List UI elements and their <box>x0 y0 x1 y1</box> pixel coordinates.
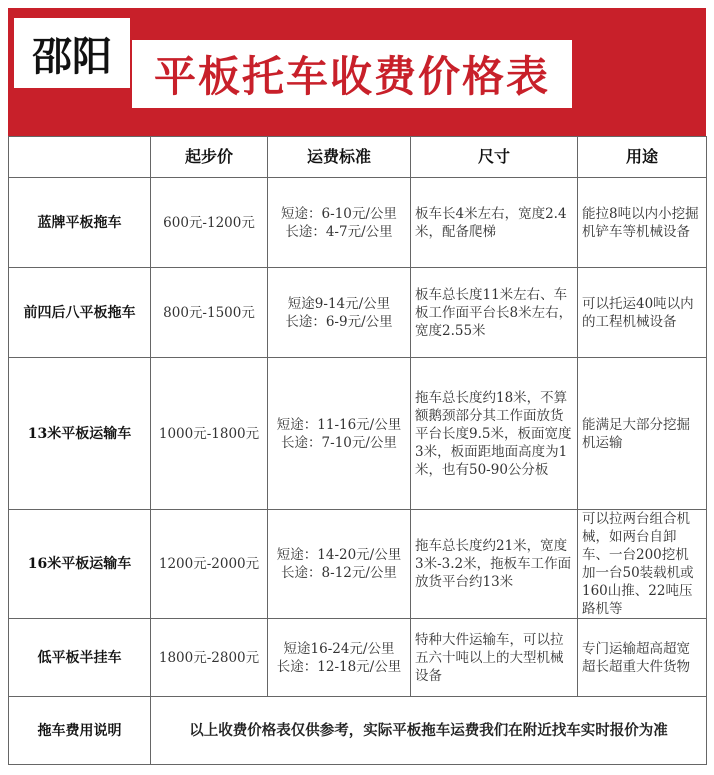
table-row <box>9 358 707 510</box>
rate-short: 短途16-24元/公里 <box>283 640 395 657</box>
start-price: 600元-1200元 <box>151 178 268 268</box>
table-row <box>9 510 707 619</box>
start-price: 1800元-2800元 <box>151 619 268 697</box>
rate-cell <box>268 619 411 697</box>
rate-short: 短途：6-10元/公里 <box>281 205 397 222</box>
table-row <box>9 178 707 268</box>
start-price: 800元-1500元 <box>151 268 268 358</box>
header-row <box>9 137 707 178</box>
vehicle-name: 低平板半挂车 <box>9 619 151 697</box>
rate-short: 短途9-14元/公里 <box>287 295 391 312</box>
vehicle-name: 16米平板运输车 <box>9 510 151 619</box>
header-cell-start-price: 起步价 <box>151 137 268 178</box>
header-cell-size: 尺寸 <box>411 137 578 178</box>
size-cell: 特种大件运输车，可以拉五六十吨以上的大型机械设备 <box>411 619 578 697</box>
rate-long: 长途：7-10元/公里 <box>281 434 397 451</box>
size-cell: 拖车总长度约21米，宽度3米-3.2米，拖板车工作面放货平台约13米 <box>411 510 578 619</box>
footer-row <box>9 697 707 765</box>
use-cell: 专门运输超高超宽超长超重大件货物 <box>578 619 707 697</box>
use-cell: 能拉8吨以内小挖掘机铲车等机械设备 <box>578 178 707 268</box>
use-cell: 可以托运40吨以内的工程机械设备 <box>578 268 707 358</box>
price-table <box>8 136 707 765</box>
rate-cell <box>268 510 411 619</box>
rate-cell <box>268 178 411 268</box>
table-row <box>9 268 707 358</box>
start-price: 1000元-1800元 <box>151 358 268 510</box>
city-label: 邵阳 <box>14 18 130 88</box>
footer-note: 以上收费价格表仅供参考，实际平板拖车运费我们在附近找车实时报价为准 <box>151 697 707 765</box>
rate-long: 长途：6-9元/公里 <box>285 313 393 330</box>
rate-short: 短途：11-16元/公里 <box>276 416 402 433</box>
footer-label: 拖车费用说明 <box>9 697 151 765</box>
start-price: 1200元-2000元 <box>151 510 268 619</box>
header-cell-rate: 运费标准 <box>268 137 411 178</box>
header-cell-blank <box>9 137 151 178</box>
page-title: 平板托车收费价格表 <box>132 40 572 108</box>
use-cell: 可以拉两台组合机械，如两台自卸车、一台200挖机加一台50装载机或160山推、22吨压路机等 <box>578 510 707 619</box>
vehicle-name: 蓝牌平板拖车 <box>9 178 151 268</box>
rate-long: 长途：4-7元/公里 <box>285 223 393 240</box>
header-cell-use: 用途 <box>578 137 707 178</box>
rate-cell <box>268 268 411 358</box>
rate-cell <box>268 358 411 510</box>
size-cell: 板车长4米左右，宽度2.4米，配备爬梯 <box>411 178 578 268</box>
vehicle-name: 前四后八平板拖车 <box>9 268 151 358</box>
size-cell: 板车总长度11米左右、车板工作面平台长8米左右，宽度2.55米 <box>411 268 578 358</box>
vehicle-name: 13米平板运输车 <box>9 358 151 510</box>
table-row <box>9 619 707 697</box>
rate-short: 短途：14-20元/公里 <box>276 547 402 563</box>
rate-long: 长途：8-12元/公里 <box>281 565 397 581</box>
size-cell: 拖车总长度约18米，不算额鹅颈部分其工作面放货平台长度9.5米，板面宽度3米，板面距地面高度为1米，也有50-90公分板 <box>411 358 578 510</box>
rate-long: 长途：12-18元/公里 <box>276 658 402 675</box>
use-cell: 能满足大部分挖掘机运输 <box>578 358 707 510</box>
